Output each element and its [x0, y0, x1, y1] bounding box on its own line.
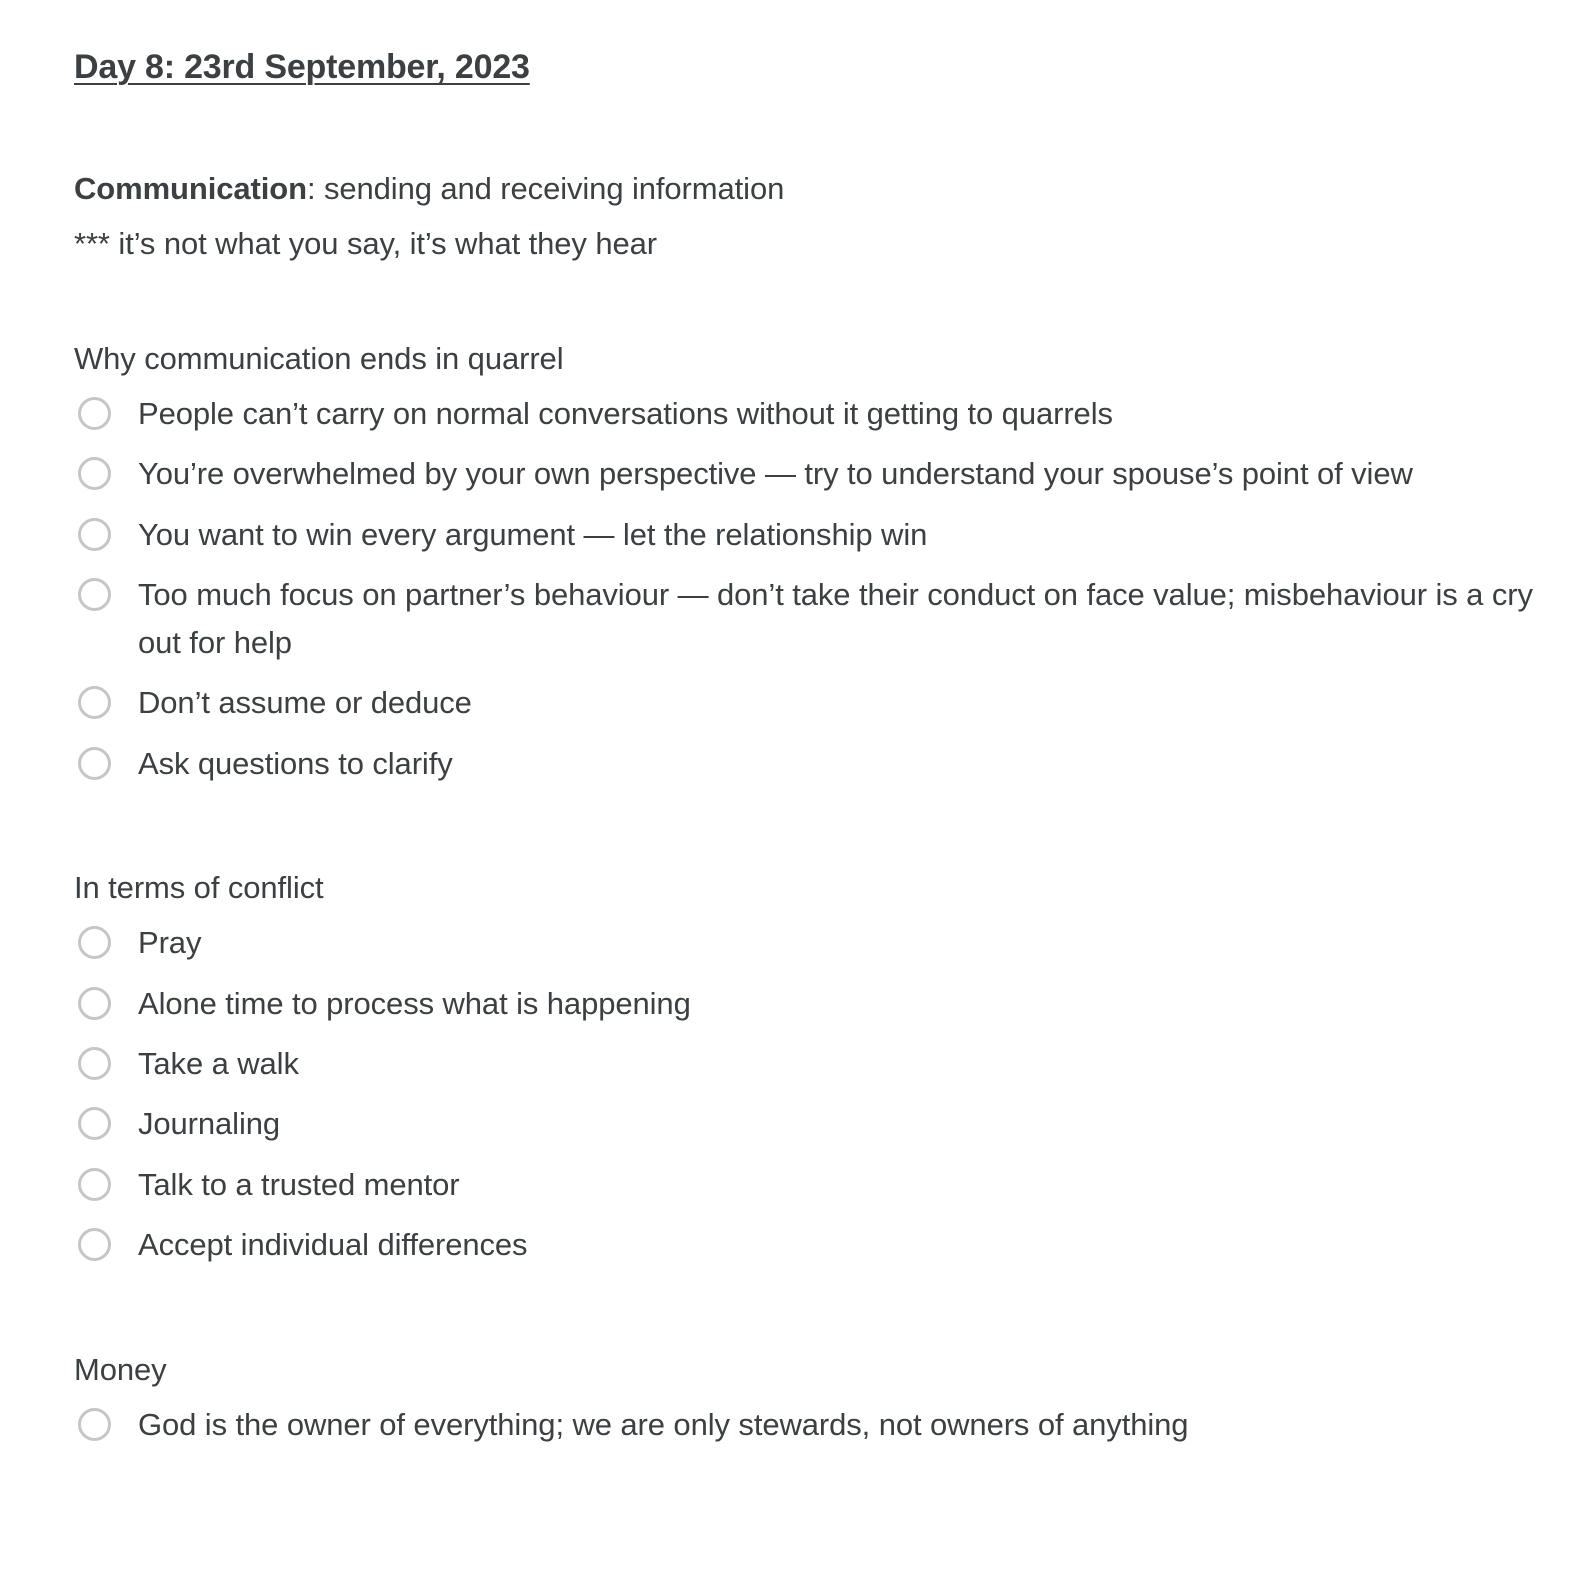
spacer	[74, 89, 1546, 161]
checkbox-circle-icon[interactable]	[78, 578, 111, 611]
list-item-label: Alone time to process what is happening	[138, 985, 691, 1021]
list-item-label: You want to win every argument — let the relationship win	[138, 516, 928, 552]
section-why-communication-ends-in-quarrel	[74, 331, 1546, 787]
checkbox-circle-icon[interactable]	[78, 1228, 111, 1261]
checkbox-circle-icon[interactable]	[78, 1107, 111, 1140]
spacer	[74, 271, 1546, 331]
communication-definition-line	[74, 161, 1546, 216]
section-heading: Why communication ends in quarrel	[74, 340, 564, 376]
list-item[interactable]	[74, 740, 1546, 787]
list-item-label: Talk to a trusted mentor	[138, 1166, 460, 1202]
list-item-label: Too much focus on partner’s behaviour — don’t take their conduct on face value; misbehaviour is a cry out for help	[138, 577, 1533, 660]
list-item[interactable]	[74, 1401, 1546, 1448]
list-item-label: God is the owner of everything; we are only stewards, not owners of anything	[138, 1406, 1189, 1442]
list-item-label: Pray	[138, 925, 202, 961]
checkbox-circle-icon[interactable]	[78, 397, 111, 430]
section-heading: In terms of conflict	[74, 869, 324, 905]
list-item-label: Journaling	[138, 1106, 281, 1142]
section-heading: Money	[74, 1351, 167, 1387]
checkbox-circle-icon[interactable]	[78, 1168, 111, 1201]
list-item-label: Don’t assume or deduce	[138, 685, 472, 721]
list-item-label: Ask questions to clarify	[138, 745, 453, 781]
list-item[interactable]	[74, 450, 1546, 497]
list-item[interactable]	[74, 679, 1546, 726]
checkbox-circle-icon[interactable]	[78, 686, 111, 719]
checkbox-circle-icon[interactable]	[78, 747, 111, 780]
section-in-terms-of-conflict	[74, 860, 1546, 1269]
list-item[interactable]	[74, 1221, 1546, 1268]
checkbox-circle-icon[interactable]	[78, 1047, 111, 1080]
list-item[interactable]	[74, 571, 1546, 666]
list-item[interactable]	[74, 1161, 1546, 1208]
checklist	[74, 390, 1546, 787]
checklist	[74, 919, 1546, 1269]
communication-term: Communication	[74, 170, 307, 206]
list-item[interactable]	[74, 919, 1546, 966]
list-item-label: People can’t carry on normal conversations without it getting to quarrels	[138, 396, 1113, 432]
list-item-label: Take a walk	[138, 1045, 299, 1081]
checklist	[74, 1401, 1546, 1448]
checkbox-circle-icon[interactable]	[78, 987, 111, 1020]
list-item[interactable]	[74, 390, 1546, 437]
checkbox-circle-icon[interactable]	[78, 457, 111, 490]
list-item-label: You’re overwhelmed by your own perspective — try to understand your spouse’s point of view	[138, 456, 1413, 492]
checkbox-circle-icon[interactable]	[78, 926, 111, 959]
communication-definition: : sending and receiving information	[306, 170, 785, 206]
list-item[interactable]	[74, 980, 1546, 1027]
section-money	[74, 1342, 1546, 1449]
list-item[interactable]	[74, 1040, 1546, 1087]
list-item-label: Accept individual differences	[138, 1227, 528, 1263]
spacer	[74, 800, 1546, 860]
page-title: Day 8: 23rd September, 2023	[74, 48, 530, 86]
checkbox-circle-icon[interactable]	[78, 1408, 111, 1441]
list-item[interactable]	[74, 1100, 1546, 1147]
spacer	[74, 1282, 1546, 1342]
list-item[interactable]	[74, 511, 1546, 558]
communication-note-line: *** it’s not what you say, it’s what they hear	[74, 225, 657, 261]
checkbox-circle-icon[interactable]	[78, 518, 111, 551]
